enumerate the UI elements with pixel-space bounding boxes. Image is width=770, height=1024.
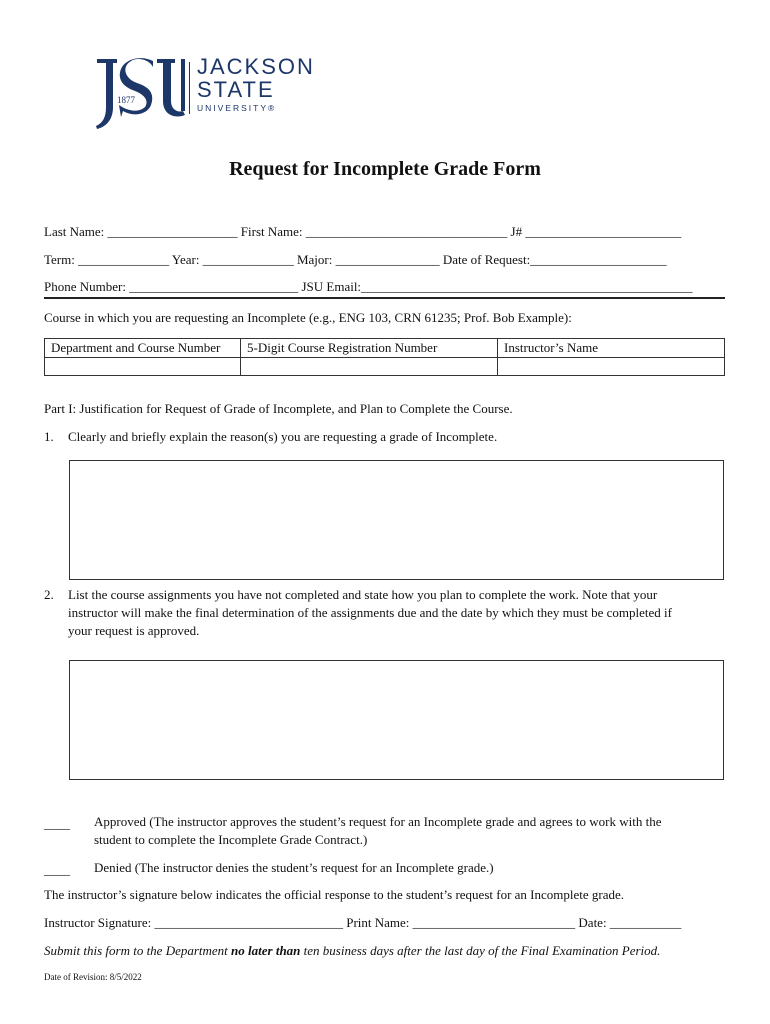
logo-line-3: UNIVERSITY® <box>197 103 277 113</box>
term-fields-row[interactable]: Term: ______________ Year: ______________ Major: ________________ Date of Request:_____________________ <box>44 252 667 267</box>
table-row[interactable] <box>45 358 725 376</box>
submit-text-before: Submit this form to the Department <box>44 943 232 958</box>
form-title: Request for Incomplete Grade Form <box>229 158 541 180</box>
q1-answer-box[interactable] <box>69 460 724 580</box>
dept-course-cell[interactable] <box>45 358 241 376</box>
logo-year: 1877 <box>117 95 135 105</box>
header-dept-course: Department and Course Number <box>45 339 241 358</box>
header-crn: 5-Digit Course Registration Number <box>241 339 498 358</box>
submit-instructions <box>44 943 660 959</box>
q2-text-line-1: List the course assignments you have not completed and state how you plan to complete the work. Note that your <box>68 587 658 602</box>
course-table <box>44 338 725 376</box>
table-header-row <box>45 339 725 358</box>
approved-text-line-1: Approved (The instructor approves the student’s request for an Incomplete grade and agrees to work with the <box>94 814 662 829</box>
logo-divider <box>189 62 190 114</box>
contact-fields-row[interactable]: Phone Number: __________________________ JSU Email:___________________________________________________ <box>44 279 693 294</box>
part1-heading: Part I: Justification for Request of Grade of Incomplete, and Plan to Complete the Course. <box>44 401 513 416</box>
signature-note: The instructor’s signature below indicates the official response to the student’s request for an Incomplete grade. <box>44 887 625 902</box>
q2-number: 2. <box>44 587 54 602</box>
header-instructor: Instructor’s Name <box>498 339 725 358</box>
logo-line-2: STATE <box>197 77 275 102</box>
name-fields-row[interactable]: Last Name: ____________________ First Name: _______________________________ J# ________________________ <box>44 224 682 239</box>
q2-answer-box[interactable] <box>69 660 724 780</box>
signature-line[interactable]: Instructor Signature: _____________________________ Print Name: _________________________ Date: ___________ <box>44 915 682 930</box>
instructor-cell[interactable] <box>498 358 725 376</box>
q2-text-line-3: your request is approved. <box>68 623 200 638</box>
revision-date: Date of Revision: 8/5/2022 <box>44 972 142 982</box>
denied-text: Denied (The instructor denies the student’s request for an Incomplete grade.) <box>94 860 494 875</box>
jsu-logo-mark <box>95 55 187 131</box>
section-divider <box>44 297 725 299</box>
q1-text: Clearly and briefly explain the reason(s) you are requesting a grade of Incomplete. <box>68 429 498 444</box>
logo-wordmark <box>197 56 315 114</box>
submit-text-after: ten business days after the last day of the Final Examination Period. <box>300 943 661 958</box>
q1-number: 1. <box>44 429 54 444</box>
q2-text-line-2: instructor will make the final determination of the assignments due and the date by which they must be completed if <box>68 605 672 620</box>
crn-cell[interactable] <box>241 358 498 376</box>
approved-text-line-2: student to complete the Incomplete Grade Contract.) <box>94 832 368 847</box>
denied-checkbox-blank[interactable]: ____ <box>44 862 70 877</box>
submit-text-bold: no later than <box>231 943 301 958</box>
approved-checkbox-blank[interactable]: ____ <box>44 816 70 831</box>
logo-line-1: JACKSON <box>197 54 315 79</box>
course-prompt: Course in which you are requesting an Incomplete (e.g., ENG 103, CRN 61235; Prof. Bob Example): <box>44 310 572 325</box>
